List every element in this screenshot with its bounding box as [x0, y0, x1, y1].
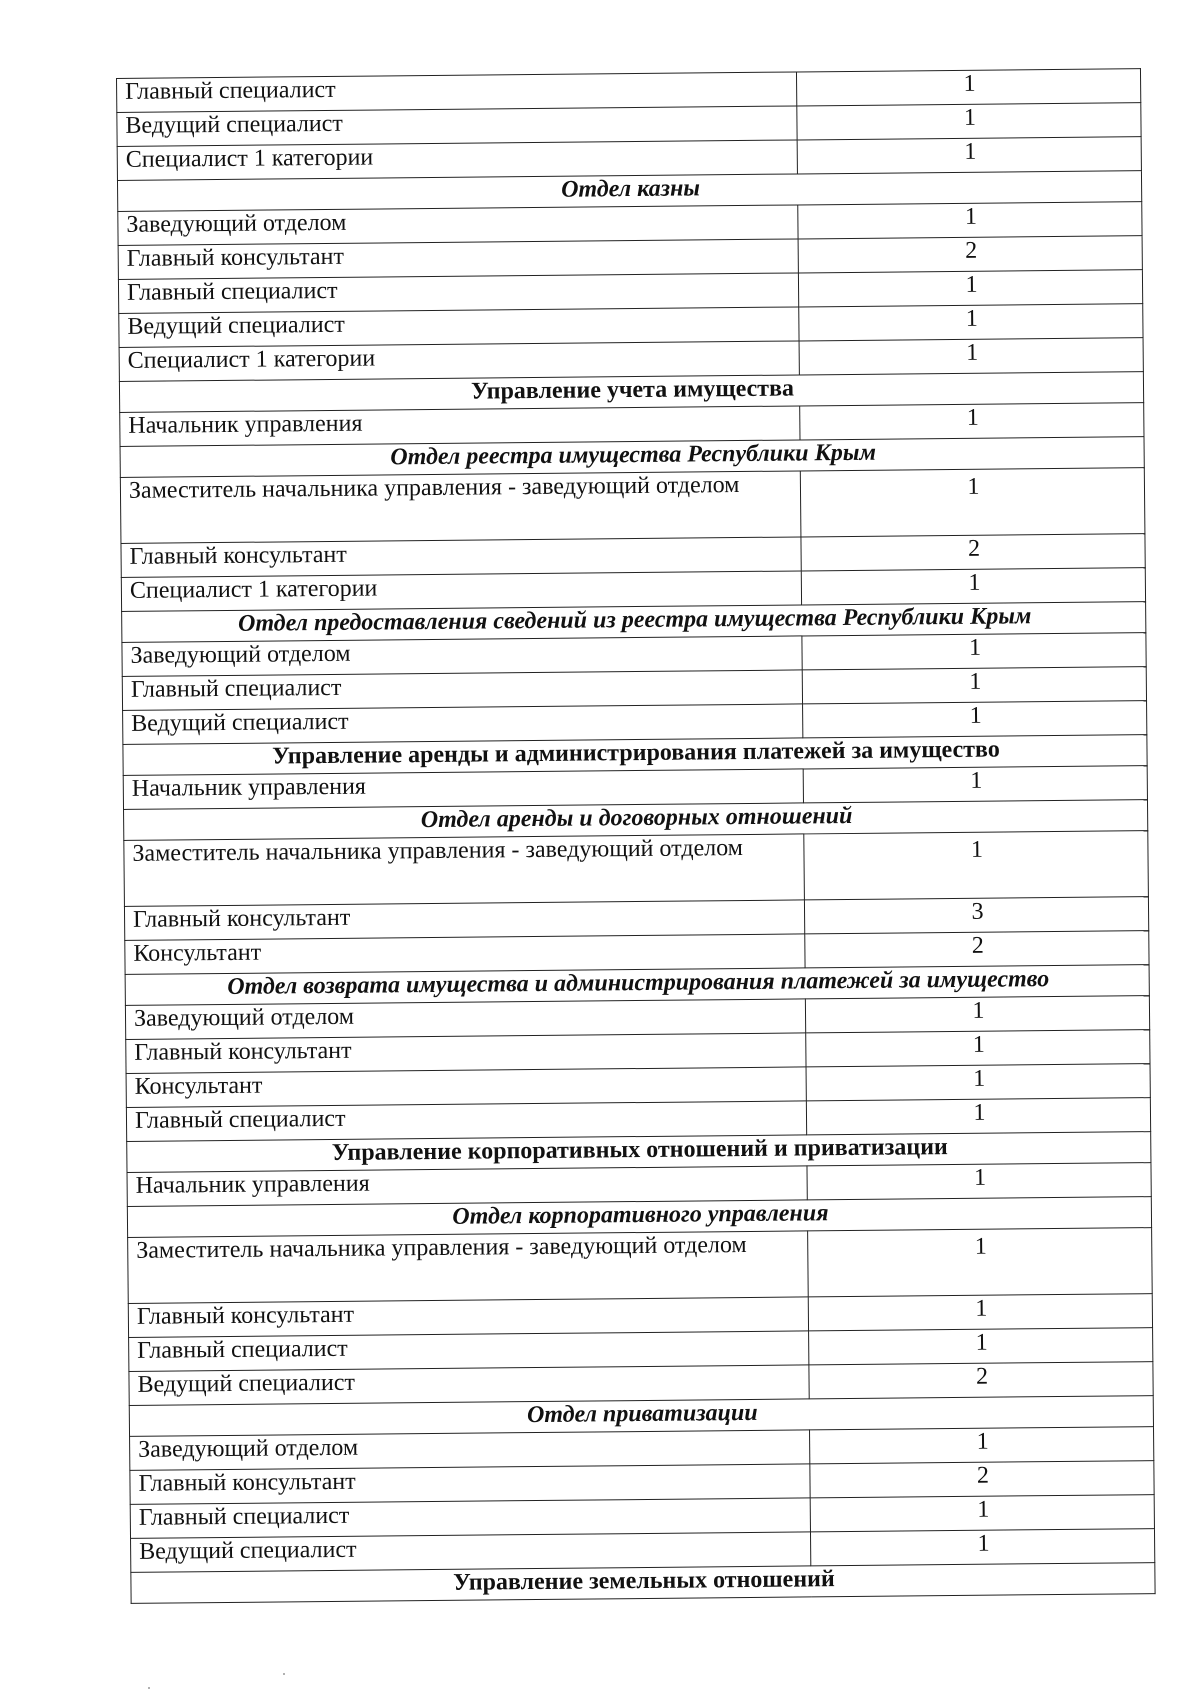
- directorate-heading: Управление аренды и администрирования платежей за имущество: [123, 735, 1147, 776]
- staff-table: [116, 68, 1156, 1604]
- position-title: Консультант: [125, 934, 805, 975]
- position-title: Главный консультант: [124, 900, 804, 941]
- position-count: 1: [803, 766, 1147, 803]
- position-count: 1: [810, 1529, 1154, 1566]
- position-count: 1: [802, 667, 1146, 704]
- staff-schedule-page: [116, 68, 1155, 1604]
- position-title: Заместитель начальника управления - заведующий отделом: [120, 471, 801, 544]
- department-heading: Отдел возврата имущества и администрирования платежей за имущество: [125, 965, 1149, 1006]
- position-title: Главный специалист: [126, 1101, 806, 1142]
- position-title: Ведущий специалист: [117, 106, 797, 147]
- position-count: 1: [800, 468, 1145, 537]
- position-count: 1: [799, 338, 1143, 375]
- position-title: Специалист 1 категории: [119, 341, 799, 382]
- position-count: 1: [802, 633, 1146, 670]
- position-count: 1: [796, 69, 1140, 106]
- position-title: Заведующий отделом: [122, 636, 802, 677]
- position-title: Ведущий специалист: [119, 307, 799, 348]
- position-count: 1: [806, 1064, 1150, 1101]
- department-heading: Отдел предоставления сведений из реестра имущества Республики Крым: [122, 602, 1146, 643]
- position-title: Главный специалист: [117, 72, 797, 113]
- position-row: [120, 468, 1145, 544]
- position-title: Главный консультант: [130, 1464, 810, 1505]
- position-title: Заместитель начальника управления - заведующий отделом: [128, 1231, 809, 1304]
- position-count: 1: [798, 270, 1142, 307]
- position-title: Заведующий отделом: [118, 205, 798, 246]
- position-title: Заместитель начальника управления - заведующий отделом: [124, 834, 805, 907]
- position-title: Специалист 1 категории: [121, 571, 801, 612]
- position-count: 1: [809, 1328, 1153, 1365]
- department-heading: Отдел приватизации: [129, 1396, 1153, 1437]
- position-count: 1: [799, 304, 1143, 341]
- position-title: Заведующий отделом: [125, 999, 805, 1040]
- scan-speck: [148, 1687, 150, 1689]
- position-row: [128, 1228, 1153, 1304]
- position-count: 1: [806, 1098, 1150, 1135]
- position-count: 1: [798, 202, 1142, 239]
- position-title: Главный специалист: [122, 670, 802, 711]
- position-title: Главный специалист: [118, 273, 798, 314]
- position-title: Консультант: [126, 1067, 806, 1108]
- position-title: Главный консультант: [121, 537, 801, 578]
- directorate-heading: Управление учета имущества: [119, 372, 1143, 413]
- position-count: 2: [798, 236, 1142, 273]
- position-count: 1: [797, 137, 1141, 174]
- position-count: 2: [809, 1362, 1153, 1399]
- directorate-heading: Управление земельных отношений: [131, 1563, 1155, 1604]
- position-count: 2: [801, 534, 1145, 571]
- position-count: 1: [810, 1427, 1154, 1464]
- position-title: Главный консультант: [126, 1033, 806, 1074]
- position-count: 1: [801, 568, 1145, 605]
- position-title: Заведующий отделом: [130, 1430, 810, 1471]
- position-title: Начальник управления: [123, 769, 803, 810]
- position-count: 1: [808, 1228, 1153, 1297]
- position-count: 2: [805, 931, 1149, 968]
- scan-speck: [283, 1673, 285, 1675]
- position-title: Начальник управления: [120, 406, 800, 447]
- position-title: Главный консультант: [118, 239, 798, 280]
- department-heading: Отдел аренды и договорных отношений: [124, 800, 1148, 841]
- position-count: 1: [805, 996, 1149, 1033]
- position-title: Ведущий специалист: [123, 704, 803, 745]
- position-title: Ведущий специалист: [131, 1532, 811, 1573]
- directorate-heading: Управление корпоративных отношений и приватизации: [127, 1132, 1151, 1173]
- staff-table-body: [117, 69, 1156, 1604]
- position-count: 1: [806, 1030, 1150, 1067]
- position-row: [124, 831, 1149, 907]
- position-title: Главный консультант: [128, 1297, 808, 1338]
- position-title: Начальник управления: [127, 1166, 807, 1207]
- position-count: 1: [797, 103, 1141, 140]
- department-heading: Отдел реестра имущества Республики Крым: [120, 437, 1144, 478]
- position-title: Главный специалист: [129, 1331, 809, 1372]
- department-heading: Отдел корпоративного управления: [127, 1197, 1151, 1238]
- position-count: 1: [807, 1163, 1151, 1200]
- position-title: Специалист 1 категории: [117, 140, 797, 181]
- position-count: 1: [800, 403, 1144, 440]
- position-count: 1: [804, 831, 1149, 900]
- position-count: 1: [803, 701, 1147, 738]
- position-title: Главный специалист: [130, 1498, 810, 1539]
- position-count: 2: [810, 1461, 1154, 1498]
- department-heading: Отдел казны: [117, 171, 1141, 212]
- position-count: 1: [810, 1495, 1154, 1532]
- position-count: 3: [804, 897, 1148, 934]
- position-count: 1: [808, 1294, 1152, 1331]
- position-title: Ведущий специалист: [129, 1365, 809, 1406]
